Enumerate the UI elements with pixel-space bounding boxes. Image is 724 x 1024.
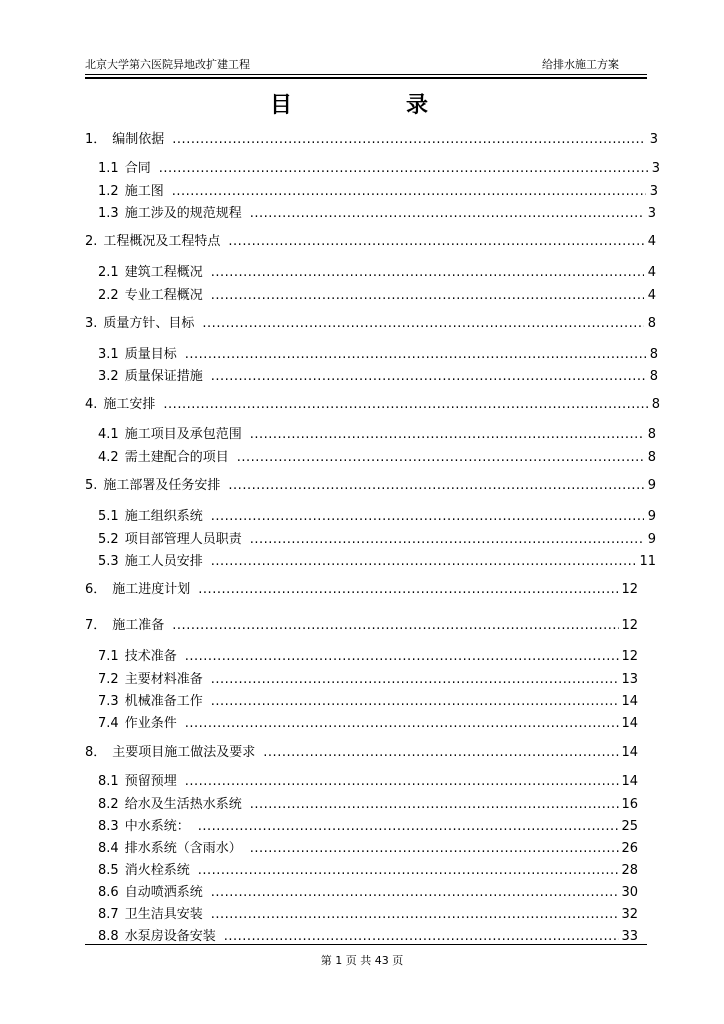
toc-entry-number: 7.4: [98, 716, 119, 731]
toc-entry[interactable]: [98, 550, 656, 569]
toc-leader-dots: [198, 582, 619, 597]
toc-entry-page: 3: [651, 161, 660, 176]
toc-leader-dots: [185, 347, 646, 362]
toc-entry[interactable]: [98, 528, 656, 547]
toc-entry-title: 给水及生活热水系统: [124, 797, 242, 812]
toc-entry-title: 作业条件: [124, 716, 177, 731]
toc-entry-number: 8.6: [98, 885, 119, 900]
toc-entry-title: 施工涉及的规范规程: [124, 206, 242, 221]
toc-entry-number: 2.1: [98, 265, 119, 280]
toc-entry[interactable]: [98, 423, 656, 442]
header-divider: [85, 74, 647, 75]
toc-entry[interactable]: [98, 645, 638, 664]
toc-entry[interactable]: [85, 614, 638, 633]
toc-entry-page: 4: [647, 288, 656, 303]
footer-divider: [85, 944, 647, 945]
toc-entry-title: 机械准备工作: [124, 694, 203, 709]
toc-leader-dots: [185, 649, 620, 664]
toc-entry-number: 3.2: [98, 369, 119, 384]
toc-leader-dots: [185, 716, 620, 731]
toc-entry-page: 12: [621, 618, 638, 633]
toc-entry-number: 8.4: [98, 841, 119, 856]
toc-entry-number: 7.3: [98, 694, 119, 709]
toc-entry[interactable]: [98, 881, 638, 900]
toc-entry-page: 25: [621, 819, 638, 834]
toc-entry[interactable]: [98, 837, 638, 856]
toc-entry-number: 5.1: [98, 509, 119, 524]
toc-leader-dots: [172, 132, 646, 147]
toc-entry[interactable]: [98, 180, 658, 199]
toc-entry-page: 8: [647, 450, 656, 465]
header-project-name: 北京大学第六医院异地改扩建工程: [85, 58, 250, 71]
toc-leader-dots: [198, 863, 620, 878]
toc-entry[interactable]: [98, 903, 638, 922]
toc-entry-number: 7.1: [98, 649, 119, 664]
toc-entry-page: 3: [649, 184, 658, 199]
toc-leader-dots: [250, 206, 644, 221]
toc-leader-dots: [211, 554, 638, 569]
toc-entry-page: 14: [621, 745, 638, 760]
toc-entry-number: 8.5: [98, 863, 119, 878]
toc-entry-page: 33: [621, 929, 638, 944]
toc-entry[interactable]: [98, 365, 658, 384]
toc-entry-number: 7．: [85, 618, 107, 633]
toc-entry-title: 消火栓系统: [124, 863, 190, 878]
toc-entry[interactable]: [98, 925, 638, 944]
toc-entry-page: 13: [621, 672, 638, 687]
toc-entry-page: 3: [649, 132, 658, 147]
toc-entry-page: 14: [621, 774, 638, 789]
toc-entry-number: 8.3: [98, 819, 119, 834]
page-title-char-2: 录: [406, 93, 429, 118]
toc-leader-dots: [211, 694, 620, 709]
toc-leader-dots: [185, 774, 620, 789]
toc-leader-dots: [250, 841, 620, 856]
page-title-char-1: 目: [270, 93, 293, 118]
page-footer: 第 1 页 共 43 页: [320, 954, 404, 967]
toc-entry-number: 2.2: [98, 288, 119, 303]
toc-leader-dots: [163, 397, 648, 412]
toc-entry-number: 3.: [85, 316, 98, 331]
toc-entry-number: 4.2: [98, 450, 119, 465]
toc-entry-title: 工程概况及工程特点: [103, 234, 221, 249]
toc-entry-title: 主要材料准备: [124, 672, 203, 687]
toc-entry[interactable]: [98, 793, 638, 812]
toc-entry[interactable]: [98, 668, 638, 687]
toc-entry-number: 1.2: [98, 184, 119, 199]
toc-entry[interactable]: [98, 157, 660, 176]
toc-leader-dots: [172, 618, 619, 633]
toc-entry-title: 主要项目施工做法及要求: [112, 745, 256, 760]
toc-entry-page: 8: [651, 397, 660, 412]
toc-leader-dots: [228, 478, 644, 493]
toc-entry-title: 水泵房设备安装: [124, 929, 216, 944]
toc-entry-number: 7.2: [98, 672, 119, 687]
toc-entry-number: 1.1: [98, 161, 119, 176]
toc-entry-title: 需土建配合的项目: [124, 450, 229, 465]
toc-entry-number: 4.1: [98, 427, 119, 442]
toc-entry-page: 8: [649, 347, 658, 362]
toc-entry-title: 施工安排: [103, 397, 156, 412]
toc-leader-dots: [250, 427, 644, 442]
toc-leader-dots: [237, 450, 644, 465]
toc-leader-dots: [250, 532, 644, 547]
toc-entry-title: 施工准备: [112, 618, 165, 633]
toc-entry-page: 11: [639, 554, 656, 569]
toc-entry-number: 8.1: [98, 774, 119, 789]
toc-entry-page: 14: [621, 694, 638, 709]
toc-leader-dots: [211, 672, 620, 687]
toc-leader-dots: [250, 797, 620, 812]
header-divider-thick: [85, 77, 647, 79]
toc-entry-title: 技术准备: [124, 649, 177, 664]
header-document-type: 给排水施工方案: [542, 58, 619, 71]
toc-leader-dots: [228, 234, 644, 249]
toc-entry-number: 3.1: [98, 347, 119, 362]
toc-entry-title: 卫生洁具安装: [124, 907, 203, 922]
toc-entry-title: 专业工程概况: [124, 288, 203, 303]
toc-entry-title: 预留预埋: [124, 774, 177, 789]
toc-entry-title: 质量目标: [124, 347, 177, 362]
toc-leader-dots: [211, 885, 620, 900]
toc-entry[interactable]: [85, 230, 656, 249]
toc-entry-page: 4: [647, 265, 656, 280]
toc-leader-dots: [224, 929, 620, 944]
toc-entry-page: 32: [621, 907, 638, 922]
toc-entry-page: 16: [621, 797, 638, 812]
toc-entry-number: 2.: [85, 234, 98, 249]
toc-entry-title: 合同: [124, 161, 151, 176]
toc-entry[interactable]: [85, 578, 638, 597]
toc-entry[interactable]: [98, 815, 638, 834]
toc-entry-page: 3: [647, 206, 656, 221]
toc-entry-page: 12: [621, 582, 638, 597]
toc-leader-dots: [211, 288, 644, 303]
toc-entry-number: 8.2: [98, 797, 119, 812]
toc-entry-page: 12: [621, 649, 638, 664]
toc-leader-dots: [198, 819, 620, 834]
toc-leader-dots: [159, 161, 648, 176]
toc-entry[interactable]: [98, 770, 638, 789]
toc-leader-dots: [211, 509, 644, 524]
toc-entry-number: 8．: [85, 745, 107, 760]
toc-entry-title: 施工人员安排: [124, 554, 203, 569]
toc-entry-number: 8.8: [98, 929, 119, 944]
toc-entry[interactable]: [98, 712, 638, 731]
toc-entry[interactable]: [98, 446, 656, 465]
toc-entry-number: 8.7: [98, 907, 119, 922]
toc-entry-number: 6．: [85, 582, 107, 597]
toc-entry-page: 26: [621, 841, 638, 856]
toc-entry-title: 施工部署及任务安排: [103, 478, 221, 493]
toc-entry-number: 5.3: [98, 554, 119, 569]
toc-entry[interactable]: [98, 284, 656, 303]
toc-entry-page: 8: [647, 427, 656, 442]
toc-entry-page: 9: [647, 509, 656, 524]
toc-entry[interactable]: [85, 393, 660, 412]
toc-entry[interactable]: [85, 741, 638, 760]
toc-entry-number: 1.3: [98, 206, 119, 221]
toc-leader-dots: [211, 265, 644, 280]
toc-entry[interactable]: [98, 202, 656, 221]
toc-leader-dots: [202, 316, 644, 331]
toc-entry-title: 排水系统（含雨水）: [124, 841, 242, 856]
toc-entry-title: 项目部管理人员职责: [124, 532, 242, 547]
toc-entry[interactable]: [98, 690, 638, 709]
toc-entry-page: 8: [647, 316, 656, 331]
toc-entry-number: 5.2: [98, 532, 119, 547]
toc-entry-title: 施工图: [124, 184, 164, 199]
toc-entry[interactable]: [98, 859, 638, 878]
toc-entry-number: 5.: [85, 478, 98, 493]
toc-entry-number: 4.: [85, 397, 98, 412]
toc-entry[interactable]: [85, 128, 658, 147]
toc-entry[interactable]: [85, 474, 656, 493]
toc-entry-title: 自动喷洒系统: [124, 885, 203, 900]
toc-leader-dots: [211, 907, 620, 922]
toc-entry-title: 施工组织系统: [124, 509, 203, 524]
toc-entry-number: 1．: [85, 132, 107, 147]
toc-entry-title: 质量保证措施: [124, 369, 203, 384]
toc-entry[interactable]: [98, 505, 656, 524]
toc-entry-page: 9: [647, 532, 656, 547]
toc-entry-title: 建筑工程概况: [124, 265, 203, 280]
toc-entry-title: 质量方针、目标: [103, 316, 195, 331]
toc-entry[interactable]: [98, 261, 656, 280]
toc-leader-dots: [172, 184, 646, 199]
toc-entry-page: 30: [621, 885, 638, 900]
toc-entry-page: 8: [649, 369, 658, 384]
toc-entry-title: 中水系统：: [124, 819, 190, 834]
toc-entry[interactable]: [98, 343, 658, 362]
toc-entry-page: 14: [621, 716, 638, 731]
toc-entry-title: 编制依据: [112, 132, 165, 147]
toc-entry-title: 施工进度计划: [112, 582, 191, 597]
toc-leader-dots: [211, 369, 646, 384]
toc-entry-title: 施工项目及承包范围: [124, 427, 242, 442]
toc-entry[interactable]: [85, 312, 656, 331]
toc-entry-page: 4: [647, 234, 656, 249]
toc-entry-page: 28: [621, 863, 638, 878]
toc-leader-dots: [263, 745, 619, 760]
toc-entry-page: 9: [647, 478, 656, 493]
